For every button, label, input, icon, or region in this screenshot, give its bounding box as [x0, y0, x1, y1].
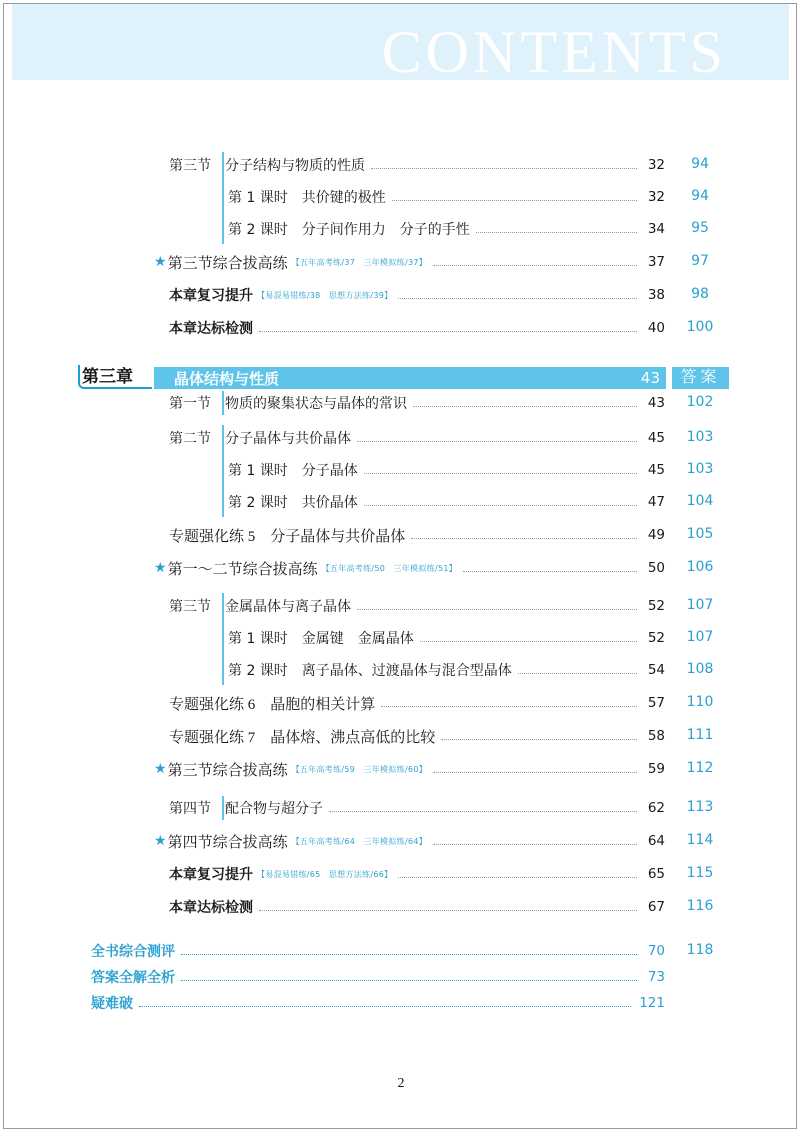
- page-number: 57: [647, 695, 665, 711]
- leader-dots: [259, 331, 637, 332]
- leader-dots: [364, 505, 637, 506]
- chapter-title-bar[interactable]: [154, 367, 666, 389]
- toc-entry-section[interactable]: [169, 427, 665, 449]
- answer-page: 111: [686, 727, 714, 743]
- page-number: 43: [647, 395, 665, 411]
- page-number: 49: [647, 527, 665, 543]
- page-number: 121: [639, 995, 665, 1011]
- toc-entry-review[interactable]: [154, 830, 665, 852]
- entry-title: 分子晶体与共价晶体: [225, 431, 351, 447]
- star-icon: ★: [154, 833, 167, 849]
- toc-entry-section[interactable]: [169, 392, 665, 414]
- page-number: 37: [647, 254, 665, 270]
- answer-page: 106: [686, 559, 714, 575]
- page-number: 64: [647, 833, 665, 849]
- toc-entry-section[interactable]: [169, 154, 665, 176]
- answer-page: 102: [686, 394, 714, 410]
- answer-page: 108: [686, 661, 714, 677]
- toc-entry-lesson[interactable]: [228, 186, 665, 208]
- page-number: 34: [647, 221, 665, 237]
- page-number: 73: [647, 969, 665, 985]
- leader-dots: [364, 473, 637, 474]
- answer-page: 115: [686, 865, 714, 881]
- page-number: 65: [647, 866, 665, 882]
- page-number: 47: [647, 494, 665, 510]
- page-number: 54: [647, 662, 665, 678]
- header-banner: [12, 4, 789, 85]
- answer-page: 94: [691, 156, 709, 172]
- entry-title: 本章达标检测: [169, 321, 253, 337]
- entry-title: 答案全解全析: [91, 970, 175, 986]
- page-number: 59: [647, 761, 665, 777]
- entry-title: 配合物与超分子: [225, 801, 323, 817]
- answer-page: 113: [686, 799, 714, 815]
- entry-title: 金属晶体与离子晶体: [225, 599, 351, 615]
- answer-page: 103: [686, 429, 714, 445]
- banner-word: CONTENTS: [381, 19, 727, 85]
- toc-entry-chapter-review[interactable]: [169, 284, 665, 306]
- toc-entry-review[interactable]: [154, 251, 665, 273]
- entry-title: 全书综合测评: [91, 944, 175, 960]
- answer-badge: 答案: [672, 367, 729, 389]
- leader-dots: [433, 265, 637, 266]
- page-number-footer: 2: [397, 1076, 405, 1091]
- star-icon: ★: [154, 254, 167, 270]
- toc-entry-practice[interactable]: [169, 692, 665, 714]
- toc-entry-section[interactable]: [169, 797, 665, 819]
- section-number: 第三节: [169, 158, 211, 174]
- leader-dots: [357, 609, 637, 610]
- answer-page: 107: [686, 597, 714, 613]
- section-number: 第三节: [169, 599, 211, 615]
- leader-dots: [420, 641, 637, 642]
- answer-page: 110: [686, 694, 714, 710]
- contents-page: [3, 3, 797, 1129]
- entry-title: 第三节综合拔高练: [167, 762, 288, 779]
- entry-title: 第一～二节综合拔高练: [167, 561, 318, 578]
- page-number: 58: [647, 728, 665, 744]
- page-number: 32: [647, 157, 665, 173]
- section-number: 第一节: [169, 396, 211, 412]
- toc-entry-lesson[interactable]: [228, 218, 665, 240]
- answer-page: 107: [686, 629, 714, 645]
- page-number: 52: [647, 630, 665, 646]
- star-icon: ★: [154, 560, 167, 576]
- leader-dots: [357, 441, 637, 442]
- answer-page: 100: [686, 319, 714, 335]
- entry-title: 第 2 课时 共价晶体: [228, 495, 358, 511]
- answer-page: 97: [691, 253, 709, 269]
- chapter-label: 第三章: [82, 367, 133, 387]
- entry-title: 物质的聚集状态与晶体的常识: [225, 396, 407, 412]
- page-number: 52: [647, 598, 665, 614]
- leader-dots: [139, 1006, 631, 1007]
- entry-subtitle: 【易混易错练/65 思想方法练/66】: [257, 869, 393, 879]
- leader-dots: [518, 673, 637, 674]
- entry-title: 第 1 课时 金属键 金属晶体: [228, 631, 414, 647]
- toc-entry-chapter-test[interactable]: [169, 317, 665, 339]
- toc-entry-practice[interactable]: [169, 725, 665, 747]
- page-number: 50: [647, 560, 665, 576]
- answer-page: 95: [691, 220, 709, 236]
- toc-entry-lesson[interactable]: [228, 659, 665, 681]
- entry-subtitle: 【五年高考练/37 三年模拟练/37】: [291, 257, 428, 267]
- toc-entry-book-test[interactable]: [91, 940, 665, 962]
- leader-dots: [392, 200, 637, 201]
- leader-dots: [181, 980, 637, 981]
- entry-title: 专题强化练 6 晶胞的相关计算: [169, 696, 376, 713]
- entry-subtitle: 【五年高考练/59 三年模拟练/60】: [291, 764, 428, 774]
- page-number: 32: [647, 189, 665, 205]
- leader-dots: [433, 772, 637, 773]
- page-number: 38: [647, 287, 665, 303]
- leader-dots: [433, 844, 637, 845]
- page-number: 70: [647, 943, 665, 959]
- leader-dots: [463, 571, 637, 572]
- answer-page: 103: [686, 461, 714, 477]
- answer-page: 112: [686, 760, 714, 776]
- entry-title: 第 1 课时 分子晶体: [228, 463, 358, 479]
- entry-subtitle: 【五年高考练/64 三年模拟练/64】: [291, 836, 428, 846]
- entry-title: 本章达标检测: [169, 900, 253, 916]
- answer-page: 94: [691, 188, 709, 204]
- entry-title: 本章复习提升: [169, 288, 253, 304]
- leader-dots: [411, 538, 637, 539]
- toc-entry-lesson[interactable]: [228, 491, 665, 513]
- entry-subtitle: 【五年高考练/50 三年模拟练/51】: [321, 563, 458, 573]
- section-number: 第四节: [169, 801, 211, 817]
- leader-dots: [381, 706, 637, 707]
- entry-title: 分子结构与物质的性质: [225, 158, 365, 174]
- leader-dots: [181, 954, 637, 955]
- toc-entry-lesson[interactable]: [228, 627, 665, 649]
- toc-entry-lesson[interactable]: [228, 459, 665, 481]
- leader-dots: [398, 298, 637, 299]
- entry-title: 本章复习提升: [169, 867, 253, 883]
- page-number: 45: [647, 430, 665, 446]
- answer-page: 105: [686, 526, 714, 542]
- answer-page: 114: [686, 832, 714, 848]
- entry-title: 专题强化练 5 分子晶体与共价晶体: [169, 528, 406, 545]
- toc-entry-chapter-test[interactable]: [169, 896, 665, 918]
- leader-dots: [398, 877, 637, 878]
- toc-entry-practice[interactable]: [169, 524, 665, 546]
- star-icon: ★: [154, 761, 167, 777]
- page-number: 62: [647, 800, 665, 816]
- entry-title: 第 2 课时 分子间作用力 分子的手性: [228, 222, 470, 238]
- entry-title: 疑难破: [91, 996, 133, 1012]
- chapter-page: 43: [640, 369, 660, 387]
- entry-title: 第四节综合拔高练: [167, 834, 288, 851]
- page-number: 67: [647, 899, 665, 915]
- toc-entry-difficulties[interactable]: [91, 992, 665, 1014]
- answer-page: 104: [686, 493, 714, 509]
- leader-dots: [329, 811, 637, 812]
- page-number: 40: [647, 320, 665, 336]
- entry-title: 第 1 课时 共价键的极性: [228, 190, 386, 206]
- leader-dots: [441, 739, 637, 740]
- leader-dots: [259, 910, 637, 911]
- chapter-title: 晶体结构与性质: [174, 369, 280, 388]
- leader-dots: [413, 406, 637, 407]
- toc-entry-review[interactable]: [154, 557, 665, 579]
- leader-dots: [476, 232, 637, 233]
- section-number: 第二节: [169, 431, 211, 447]
- leader-dots: [371, 168, 637, 169]
- answer-page: 98: [691, 286, 709, 302]
- toc-entry-chapter-review[interactable]: [169, 863, 665, 885]
- page-number: 45: [647, 462, 665, 478]
- entry-title: 专题强化练 7 晶体熔、沸点高低的比较: [169, 729, 436, 746]
- entry-title: 第三节综合拔高练: [167, 255, 288, 272]
- toc-entry-section[interactable]: [169, 595, 665, 617]
- answer-page: 116: [686, 898, 714, 914]
- entry-subtitle: 【易混易错练/38 思想方法练/39】: [257, 290, 393, 300]
- toc-entry-review[interactable]: [154, 758, 665, 780]
- answer-page: 118: [686, 942, 714, 958]
- entry-title: 第 2 课时 离子晶体、过渡晶体与混合型晶体: [228, 663, 512, 679]
- toc-entry-answers[interactable]: [91, 966, 665, 988]
